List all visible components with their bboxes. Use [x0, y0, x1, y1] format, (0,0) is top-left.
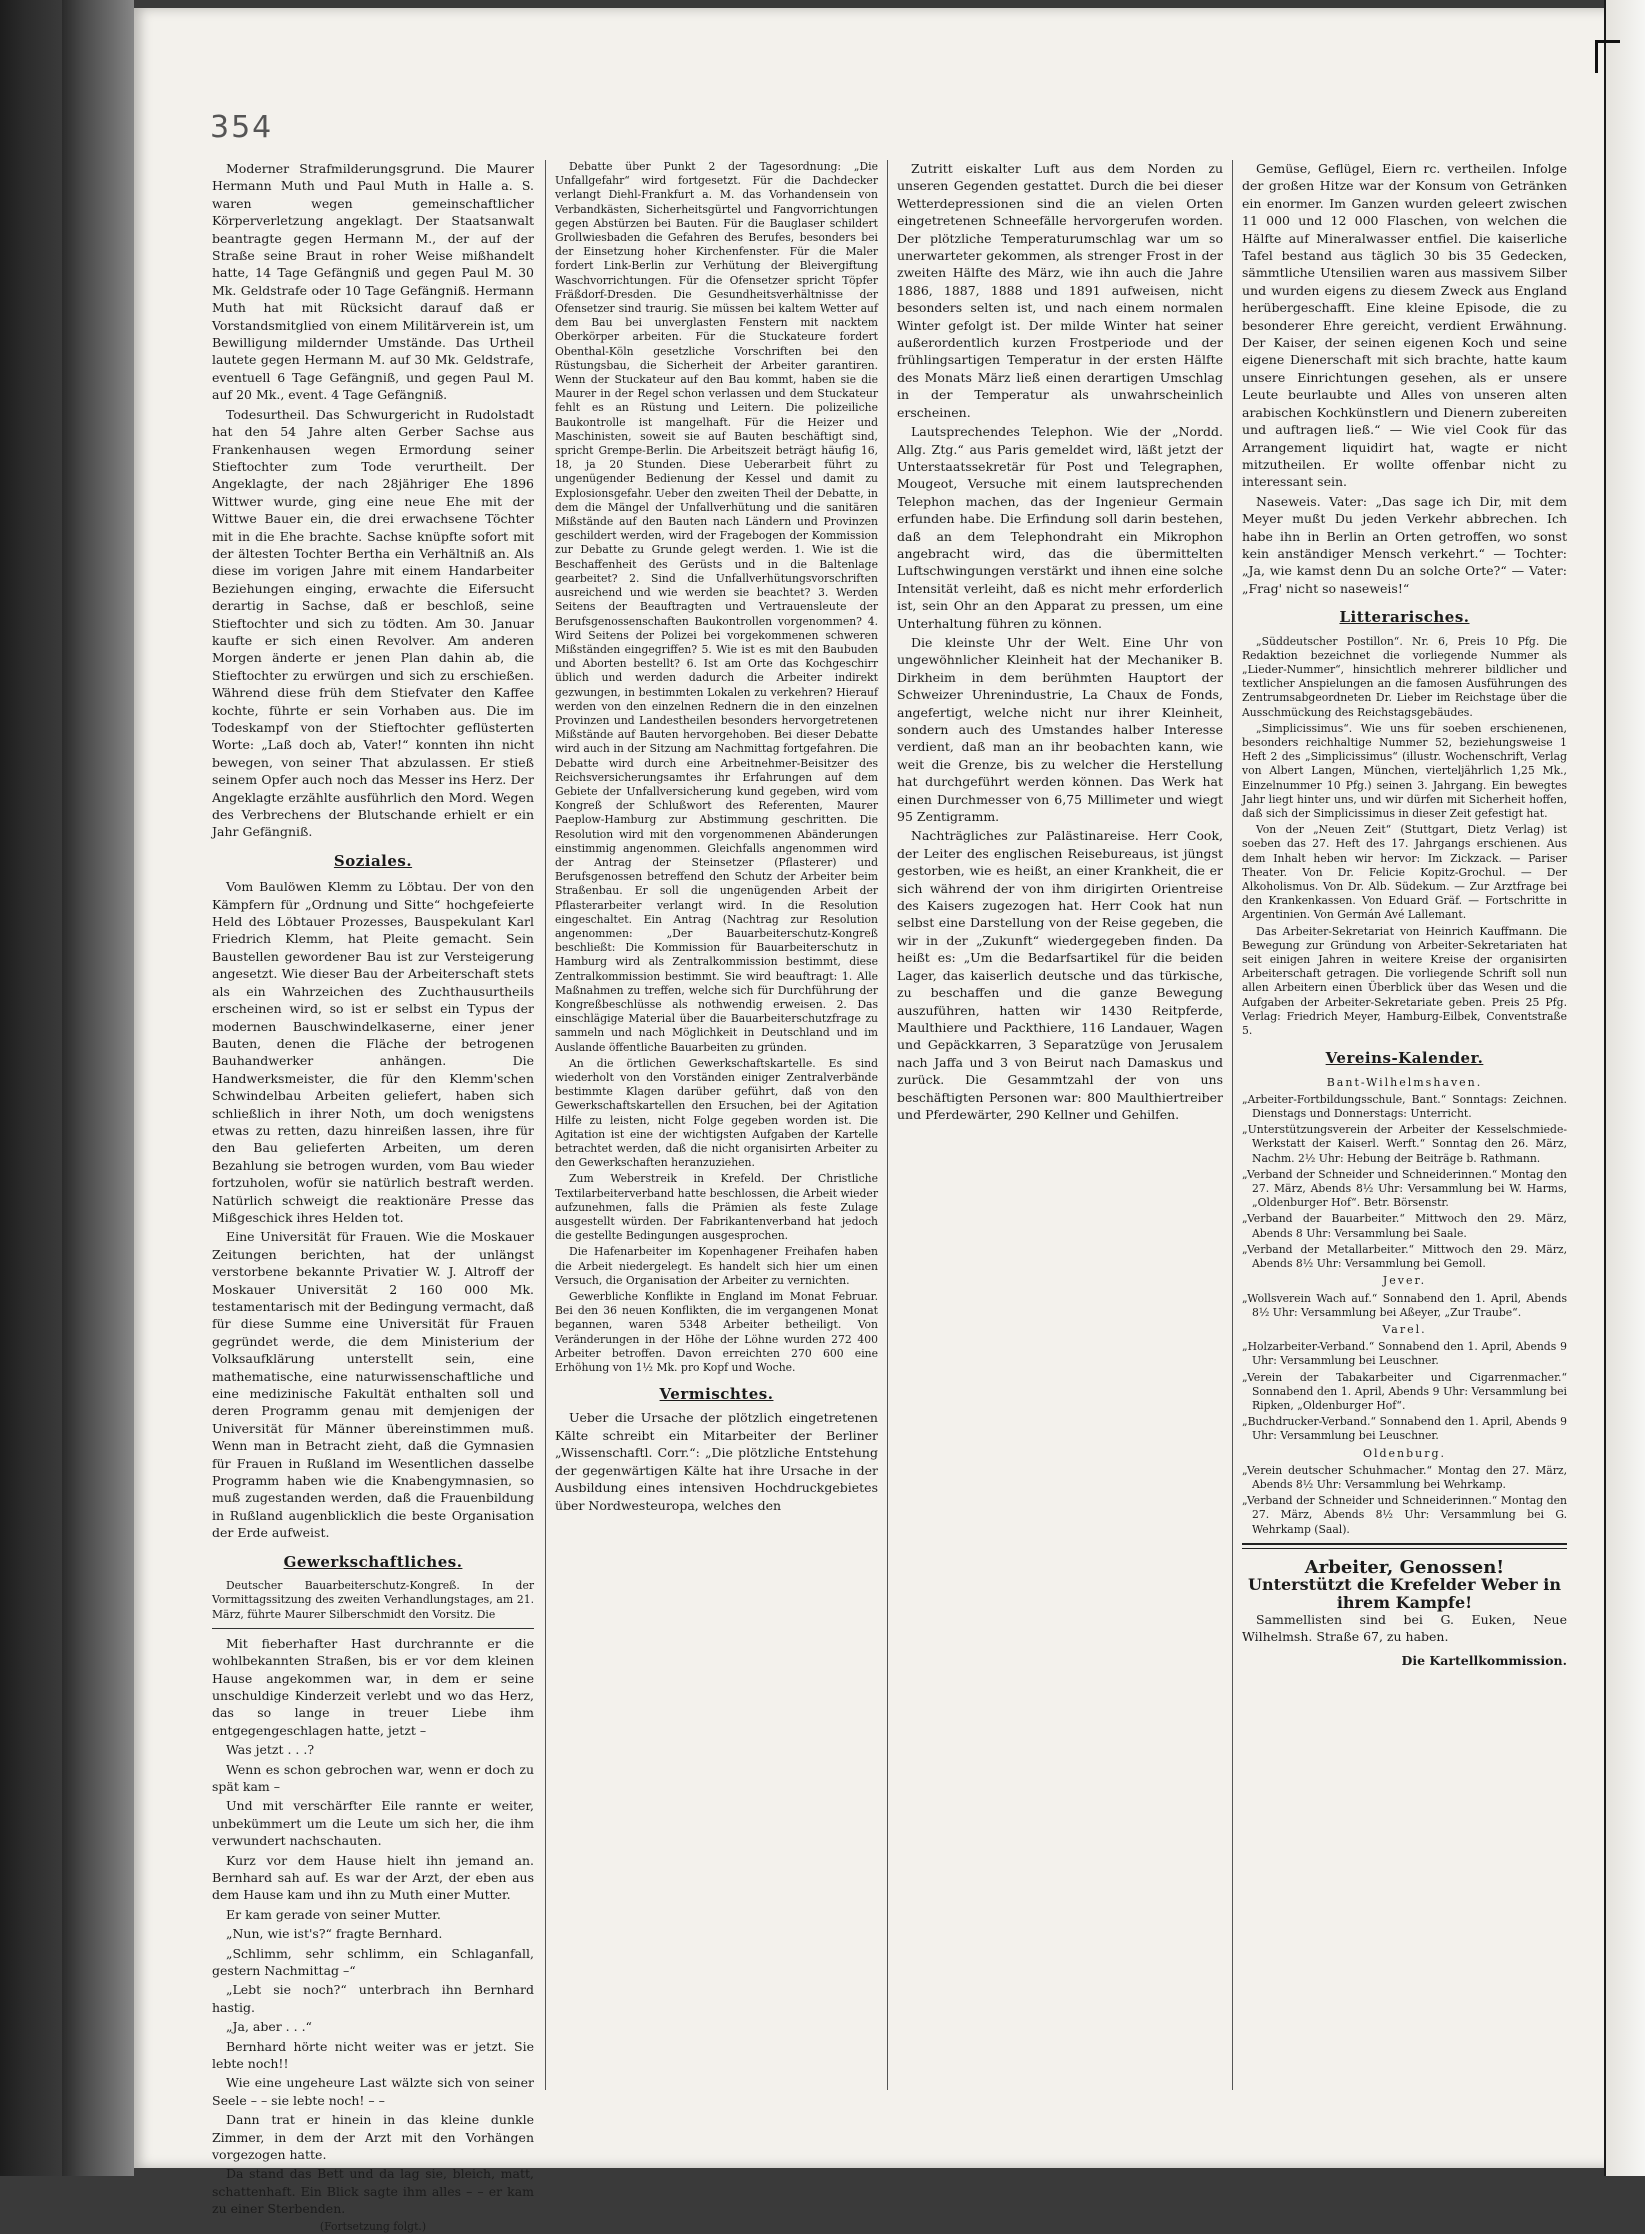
literature-paragraph: „Simplicissimus“. Wie uns für soeben erschienenen, besonders reichhaltige Nummer 52, beziehungsweise 1 Heft 2 des „Simplicissimus“ (illustr. Wochenschrift, Verlag von Albert Langen, München, vierteljährlich 1,25 Mk., Einzelnummer 10 Pfg.) seinen 3. Jahrgang. Ein bewegtes Jahr liegt hinter uns, und wir dürfen mit Sicherheit hoffen, daß sich der Simplicissimus in dieser Zeit gefestigt hat.	[1242, 721, 1567, 820]
col1-soziales-articles	[212, 878, 534, 1541]
feuilleton-paragraph: Bernhard hörte nicht weiter was er jetzt. Sie lebte noch!!	[212, 2038, 534, 2072]
feuilleton-paragraph: „Lebt sie noch?“ unterbrach ihn Bernhard hastig.	[212, 1982, 534, 2015]
article-paragraph: Gemüse, Geflügel, Eiern rc. vertheilen. Infolge der großen Hitze war der Konsum von Getränken ein enormer. Im Ganzen wurden geleert zwischen 11 000 und 12 000 Flaschen, von welchen die Hälfte auf Mineralwasser entfiel. Die kaiserliche Tafel bestand aus täglich 30 bis 35 Gedecken, sämmtliche Utensilien waren aus massivem Silber und wurden eigens zu diesem Zweck aus England herübergeschafft. Eine kleine Episode, die zu besonderer Ehre gereicht, verdient Erwähnung. Der Kaiser, der seinen eigenen Koch und seine eigene Dienerschaft mit sich brachte, hatte kaum unsere Einrichtungen gesehen, als er unsere Leute beurlaubte und Alles von unseren alten arabischen Kochkünstlern und Dienern zubereiten und auftragen ließ.“ — Wie viel Cook für das Arrangement liquidirt hat, wagte er nicht mitzutheilen. Er wollte offenbar nicht zu interessant sein.	[1242, 161, 1567, 490]
registration-mark	[1595, 40, 1620, 73]
appeal-signature: Die Kartellkommission.	[1401, 1652, 1567, 1668]
literature-paragraph: Von der „Neuen Zeit“ (Stuttgart, Dietz Verlag) ist soeben das 27. Heft des 17. Jahrgangs erschienen. Aus dem Inhalt heben wir hervor: Im Zickzack. — Pariser Theater. Von Dr. Felicie Kopitz-Grochul. — Der Alkoholismus. Von Dr. Alb. Südekum. — Zur Arztfrage bei den Krankenkassen. Von Eduard Gräf. — Fortschritte in Argentinien. Von Germán Avé Lallemant.	[1242, 823, 1567, 922]
calendar-entry: „Holzarbeiter-Verband.“ Sonnabend den 1. April, Abends 9 Uhr: Versammlung bei Leuschner.	[1242, 1340, 1567, 1368]
calendar-location: Varel.	[1382, 1322, 1427, 1336]
column-rule	[887, 160, 888, 2090]
article-paragraph: An die örtlichen Gewerkschaftskartelle. Es sind wiederholt von den Vorständen einiger Zentralverbände bestimmte Klagen darüber geführt, daß von den Gewerkschaftskartellen den Ersuchen, bei der Agitation Hilfe zu leisten, nicht Folge gegeben worden ist. Die Agitation ist eine der wichtigsten Aufgaben der Kartelle betrachtet werden, daß die nicht organisirten Arbeiter zu den Gewerkschaften heranzuziehen.	[555, 1056, 878, 1170]
vereins-kalender	[1242, 1076, 1567, 1537]
appeal-divider	[1242, 1543, 1567, 1549]
article-paragraph: Debatte über Punkt 2 der Tagesordnung: „Die Unfallgefahr“ wird fortgesetzt. Für die Dachdecker verlangt Diehl-Frankfurt a. M. das Vorhandensein von Verbandkästen, Sicherheitsgürtel und Fangvorrichtungen gegen Abstürzen bei Bauten. Für die Bauglaser schildert Grollwiesbaden die Gefahren des Berufes, besonders bei der Einsetzung hoher Kirchenfenster. Für die Maler fordert Link-Berlin zur Verhütung der Bleivergiftung Waschvorrichtungen. Für die Ofensetzer spricht Töpfer Fräßdorf-Dresden. Die Gesundheitsverhältnisse der Ofensetzer sind traurig. Sie müssen bei kaltem Wetter auf dem Bau bei unverglasten Fenstern mit nacktem Oberkörper arbeiten. Für die Stuckateure fordert Obenthal-Köln gesetzliche Vorschriften bei den Rüstungsbau, die Sicherheit der Arbeiter garantiren. Wenn der Stuckateur auf den Bau kommt, haben sie die Maurer in der Regel schon verlassen und dem Stuckateur fehlt es an Rüstung und Leitern. Die polizeiliche Baukontrolle ist mangelhaft. Für die Heizer und Maschinisten, soweit sie auf Bauten beschäftigt sind, spricht Grempe-Berlin. Die Arbeitszeit beträgt häufig 16, 18, ja 20 Stunden. Diese Ueberarbeit führt zu ungenügender Bedienung der Kessel und damit zu Explosionsgefahr. Ueber den zweiten Theil der Debatte, in dem die Mängel der Unfallverhütung und die sanitären Mißstände auf den Bauten nach Ländern und Provinzen geschildert werden, wird der Fragebogen der Kommission zur Debatte zu Grunde gelegt werden. 1. Wie ist die Beschaffenheit des Gerüsts und in die Baltenlage gearbeitet? 2. Sind die Unfallverhütungsvorschriften ausreichend und wie werden sie beachtet? 3. Werden Seitens der Beauftragten und Vertrauensleute der Berufsgenossenschaften Baukontrollen vorgenommen? 4. Wird Seitens der Polizei bei vorgekommenen schweren Mißständen eingegriffen? 5. Wie ist es mit den Baubuden und Aborten bestellt? 6. Ist am Orte das Kochgeschirr üblich und werden dadurch die Arbeiter indirekt gezwungen, in bestimmten Lokalen zu verkehren? Hierauf werden von den einzelnen Rednern die in den einzelnen Provinzen und Landestheilen besonders hervorgetretenen Mißstände auf Bauten hervorgehoben. Bei dieser Debatte wird auch in der Sitzung am Nachmittag fortgefahren. Die Debatte wird durch eine Arbeitnehmer-Beisitzer des Reichsversicherungsamtes ihr Erfahrungen auf dem Gebiete der Unfallversicherung kund gegeben, wird vom Kongreß der Schlußwort des Referenten, Maurer Paeplow-Hamburg zur Abstimmung geschritten. Die Resolution wird mit den vorgenommenen Abänderungen einstimmig angenommen. Gleichfalls angenommen wird der Antrag der Steinsetzer (Pflasterer) und Berufsgenossen betreffend den Schutz der Arbeiter beim Straßenbau. Er soll die ungenügenden Arbeit der Pflasterarbeiter verlangt wird. In die Resolution eingeschaltet. Ein Antrag (Nachtrag zur Resolution angenommen: „Der Bauarbeiterschutz-Kongreß beschließt: Die Kommission für Bauarbeiterschutz in Hamburg wird als Zentralkommission bestimmt, diese Zentralkommission bestimmt. Sie wird beauftragt: 1. Alle Maßnahmen zu treffen, welche sich für Durchführung der Kongreßbeschlüsse als nothwendig erweisen. 2. Das einschlägige Material über die Bauarbeiterschutzfrage zu sammeln und nach Möglichkeit in Deutschland und im Auslande öffentliche Bauarbeiten zu gründen.	[555, 160, 878, 1054]
col4-top-articles	[1242, 160, 1567, 597]
vermischtes-paragraph: Ueber die Ursache der plötzlich eingetretenen Kälte schreibt ein Mitarbeiter der Berliner „Wissenschaftl. Corr.“: „Die plötzliche Entstehung der gegenwärtigen Kälte hat ihre Ursache in der Ausbildung eines intensiven Hochdruckgebietes über Nordwesteuropa, welches den	[555, 1410, 878, 1513]
col1-top-articles	[212, 160, 534, 841]
col3-articles	[897, 160, 1223, 1123]
heading-gewerkschaftliches: Gewerkschaftliches.	[283, 1552, 463, 1571]
article-paragraph: Die kleinste Uhr der Welt. Eine Uhr von ungewöhnlicher Kleinheit hat der Mechaniker B. Dirkheim in dem berühmten Hauptort der Schweizer Uhrenindustrie, La Chaux de Fonds, angefertigt, welche nicht nur ihrer Kleinheit, sondern auch des Umstandes halber Interesse verdient, daß man an ihr beobachten kann, wie weit die Grenze, bis zu welcher die Herstellung hat durchgeführt werden können. Das Werk hat einen Durchmesser von 6,75 Millimeter und wiegt 95 Zentigramm.	[897, 634, 1223, 825]
heading-litterarisches: Litterarisches.	[1339, 608, 1470, 627]
calendar-entry: „Verein der Tabakarbeiter und Cigarrenmacher.“ Sonnabend den 1. April, Abends 9 Uhr: Versammlung bei Ripken, „Oldenburger Hof“.	[1242, 1370, 1567, 1412]
feuilleton-paragraph: Wenn es schon gebrochen war, wenn er doch zu spät kam –	[212, 1761, 534, 1794]
calendar-entry: „Buchdrucker-Verband.“ Sonnabend den 1. April, Abends 9 Uhr: Versammlung bei Leuschner.	[1242, 1415, 1567, 1443]
feuilleton-paragraph: Er kam gerade von seiner Mutter.	[226, 1906, 441, 1922]
calendar-entry: „Verband der Metallarbeiter.“ Mittwoch den 29. März, Abends 8½ Uhr: Versammlung bei Gemoll.	[1242, 1242, 1567, 1271]
continuation-note: (Fortsetzung folgt.)	[319, 2219, 427, 2233]
col4-literature-notes	[1242, 635, 1567, 1039]
literature-paragraph: Das Arbeiter-Sekretariat von Heinrich Kauffmann. Die Bewegung zur Gründung von Arbeiter-Sekretariaten hat seit einigen Jahren in weitere Kreise der organisirten Arbeiterschaft getragen. Die vorliegende Schrift soll nun allen Arbeitern einen Überblick über das Wesen und die Aufgaben der Arbeiter-Sekretariate geben. Preis 25 Pfg. Verlag: Friedrich Meyer, Hamburg-Eilbek, Conventstraße 5.	[1242, 924, 1567, 1038]
feuilleton-paragraph: „Ja, aber . . .“	[226, 2019, 312, 2035]
feuilleton-paragraph: Was jetzt . . .?	[226, 1742, 315, 1758]
feuilleton-paragraph: Kurz vor dem Hause hielt ihn jemand an. Bernhard sah auf. Es war der Arzt, der eben aus dem Hause kam und ihn zu Muth einer Mutter.	[212, 1852, 534, 1903]
calendar-entry: „Unterstützungsverein der Arbeiter der Kesselschmiede-Werkstatt der Kaiserl. Werft.“ Sonntag den 26. März, Nachm. 2½ Uhr: Hebung der Beiträge b. Rathmann.	[1242, 1123, 1567, 1165]
gewerkschaft-paragraph: Deutscher Bauarbeiterschutz-Kongreß. In der Vormittagssitzung des zweiten Verhandlungstages, am 21. März, führte Maurer Silberschmidt den Vorsitz. Die	[212, 1579, 534, 1621]
feuilleton-divider	[212, 1628, 534, 1629]
heading-soziales: Soziales.	[333, 851, 413, 870]
right-page-edge	[1604, 0, 1645, 2176]
feuilleton-paragraph: Da stand das Bett und da lag sie, bleich, matt, schattenhaft. Ein Blick sagte ihm alles – – er kam zu einer Sterbenden.	[212, 2166, 534, 2217]
page-stack-edge	[62, 0, 134, 2176]
feuilleton-paragraph: Und mit verschärfter Eile rannte er weiter, unbekümmert um die Leute um sich her, die ihm verwundert nachschauten.	[212, 1798, 534, 1849]
article-paragraph: Moderner Strafmilderungsgrund. Die Maurer Hermann Muth und Paul Muth in Halle a. S. waren wegen gemeinschaftlicher Körperverletzung angeklagt. Der Staatsanwalt beantragte gegen Hermann M., der auf der Straße seine Braut in roher Weise mißhandelt hatte, 14 Tage Gefängniß und gegen Paul M. 30 Mk. Geldstrafe oder 10 Tage Gefängniß. Hermann Muth hat mit Rücksicht darauf daß er Vorstandsmitglied von einem Militärverein ist, um Bewilligung mildernder Umstände. Das Urtheil lautete gegen Hermann M. auf 30 Mk. Geldstrafe, eventuell 6 Tage Gefängniß, und gegen Paul M. auf 20 Mk., event. 4 Tage Gefängniß.	[212, 161, 534, 403]
column-3	[897, 160, 1223, 2120]
feuilleton-paragraph: „Nun, wie ist's?“ fragte Bernhard.	[226, 1926, 443, 1942]
heading-vermischtes: Vermischtes.	[659, 1385, 774, 1404]
article-paragraph: Zum Weberstreik in Krefeld. Der Christliche Textilarbeiterverband hatte beschlossen, die Arbeit wieder aufzunehmen, falls die Prämien als feste Zulage ausgestellt würden. Der Fabrikantenverband hat jedoch die gestellte Bedingungen ausgesprochen.	[555, 1172, 878, 1243]
article-paragraph: Gewerbliche Konflikte in England im Monat Februar. Bei den 36 neuen Konflikten, die im vergangenen Monat begannen, waren 5348 Arbeiter betheiligt. Von Veränderungen in der Höhe der Löhne wurden 272 400 Arbeiter betroffen. Davon erreichten 270 600 eine Erhöhung von 1½ Mk. pro Kopf und Woche.	[555, 1290, 878, 1375]
literature-paragraph: „Süddeutscher Postillon“. Nr. 6, Preis 10 Pfg. Die Redaktion bezeichnet die vorliegende Nummer als „Lieder-Nummer“, hinsichtlich mehrerer bildlicher und textlicher Anspielungen an die famosen Ausführungen des Zentrumsabgeordneten Dr. Lieber im Reichstage über die Ausschmückung des Reichstagsgebäudes.	[1242, 634, 1567, 719]
article-paragraph: Die Hafenarbeiter im Kopenhagener Freihafen haben die Arbeit niedergelegt. Es handelt sich hier um einen Versuch, die Organisation der Arbeiter zu vernichten.	[555, 1245, 878, 1287]
column-1	[212, 160, 534, 2233]
appeal-headline: Arbeiter, Genossen!	[1304, 1556, 1505, 1578]
calendar-entry: „Verband der Schneider und Schneiderinnen.“ Montag den 27. März, Abends 8½ Uhr: Versammlung bei G. Wehrkamp (Saal).	[1242, 1494, 1567, 1536]
calendar-entry: „Arbeiter-Fortbildungsschule, Bant.“ Sonntags: Zeichnen. Dienstags und Donnerstags: Unterricht.	[1242, 1092, 1567, 1121]
article-paragraph: Lautsprechendes Telephon. Wie der „Nordd. Allg. Ztg.“ aus Paris gemeldet wird, läßt jetzt der Unterstaatssekretär für Post und Telegraphen, Mougeot, Versuche mit einem lautsprechenden Telephon machen, das der Ingenieur Germain erfunden habe. Die Erfindung soll darin bestehen, daß an dem Telephondraht ein Mikrophon angebracht wird, das die übermittelten Luftschwingungen verstärkt und ihnen eine solche Intensität verleiht, daß es nicht mehr erforderlich ist, sein Ohr an den Apparat zu pressen, um eine Unterhaltung führen zu können.	[897, 424, 1223, 631]
calendar-location: Oldenburg.	[1362, 1446, 1447, 1460]
article-paragraph: Nachträgliches zur Palästinareise. Herr Cook, der Leiter des englischen Reisebureaus, ist jüngst gestorben, wie es heißt, an einer Krankheit, die er sich während der von ihm dirigirten Orientreise des Kaisers zugezogen hat. Herr Cook hat nun selbst eine Darstellung von der Reise gegeben, die wir in der „Zukunft“ wiedergegeben finden. Da heißt es: „Um die Bedarfsartikel für die beiden Lager, das kaiserlich deutsche und das türkische, zu beschaffen und die ganze Bewegung auszuführen, hatten wir 1430 Reitpferde, Maulthiere und Packthiere, 116 Landauer, Wagen und Gepäckkarren, 3 Separatzüge von Jerusalem nach Jaffa und 3 von Beirut nach Damaskus und zurück. Die Gesammtzahl der von uns beschäftigten Personen war: 800 Maulthiertreiber und Pferdewärter, 290 Kellner und Gehilfen.	[897, 828, 1223, 1122]
feuilleton-paragraph: Dann trat er hinein in das kleine dunkle Zimmer, in dem der Arzt mit den Vorhängen vorgezogen hatte.	[212, 2112, 534, 2163]
feuilleton-paragraph: Mit fieberhafter Hast durchrannte er die wohlbekannten Straßen, bis er vor dem kleinen Hause angekommen war, in dem er seine unschuldige Kinderzeit verlebt und wo das Herz, das so lange in treuer Liebe ihm entgegengeschlagen hatte, jetzt –	[212, 1635, 534, 1738]
page-number: 354	[210, 110, 274, 145]
heading-vereins-kalender: Vereins-Kalender.	[1325, 1049, 1484, 1068]
appeal-subheadline: Unterstützt die Krefelder Weber in ihrem Kampfe!	[1247, 1575, 1561, 1612]
calendar-entry: „Wollsverein Wach auf.“ Sonnabend den 1. April, Abends 8½ Uhr: Versammlung bei Aßeyer, „Zur Traube“.	[1242, 1291, 1567, 1319]
feuilleton-paragraph: „Schlimm, sehr schlimm, ein Schlaganfall, gestern Nachmittag –“	[212, 1945, 534, 1979]
calendar-entry: „Verband der Schneider und Schneiderinnen.“ Montag den 27. März, Abends 8½ Uhr: Versammlung bei W. Harms, „Oldenburger Hof“. Betr. Börsenstr.	[1242, 1167, 1567, 1210]
article-paragraph: Eine Universität für Frauen. Wie die Moskauer Zeitungen berichten, hat der unlängst verstorbene bekannte Privatier W. J. Altroff der Moskauer Universität 2 160 000 Mk. testamentarisch mit der Bedingung vermacht, daß für diese Summe eine Universität für Frauen gegründet werde, die dem Ministerium der Volksaufklärung unterstellt sein, eine mathematische, eine naturwissenschaftliche und eine medizinische Fakultät enthalten soll und deren Programm genau mit demjenigen der Universität für Männer übereinstimmen muß. Wenn man in Betracht zieht, daß die Gymnasien für Frauen in Rußland im Wesentlichen dasselbe Programm haben wie die Knabengymnasien, so muß zugestanden werden, daß die Frauenbildung in Rußland augenblicklich die beste Organisation der Erde aufweist.	[212, 1229, 534, 1541]
article-paragraph: Vom Baulöwen Klemm zu Löbtau. Der von den Kämpfern für „Ordnung und Sitte“ hochgefeierte Held des Löbtauer Prozesses, Bauspekulant Karl Friedrich Klemm, hat Pleite gemacht. Sein Baustellen gewordener Bau ist zur Versteigerung angesetzt. Wie dieser Bau der Arbeiterschaft stets als ein Wahrzeichen des Zuchthausurtheils erscheinen wird, so ist er selbst ein Typus der modernen Bauschwindelkaserne, einer jener Bauten, denen die Fläche der betrogenen Bauhandwerker anhängen. Die Handwerksmeister, die für den Klemm'schen Schwindelbau Arbeiten geliefert, haben sich schließlich in ihrer Noth, um doch wenigstens etwas zu retten, dazu hinreißen lassen, ihre für den Bau gelieferten Arbeiten, um deren Bezahlung sie betrogen wurden, vom Bau wieder fortzuholen, wofür sie natürlich bestraft werden. Natürlich schweigt die reaktionäre Presse das Mißgeschick ihres Helden tot.	[212, 879, 534, 1225]
calendar-entry: „Verein deutscher Schuhmacher.“ Montag den 27. März, Abends 8½ Uhr: Versammlung bei Wehrkamp.	[1242, 1463, 1567, 1491]
col2-articles	[555, 160, 878, 1375]
article-paragraph: Zutritt eiskalter Luft aus dem Norden zu unseren Gegenden gestattet. Durch die bei dieser Wetterdepressionen sind die an vielen Orten eingetretenen Schneefälle hervorgerufen worden. Der plötzliche Temperaturumschlag war um so unerwarteter gekommen, als strenger Frost in der zweiten Hälfte des März, wie ihn auch die Jahre 1886, 1887, 1888 und 1891 aufweisen, nicht besonders selten ist, und nach einem normalen Winter gefolgt ist. Der milde Winter hat seiner außerordentlich kurzen Frostperiode und der frühlingsartigen Temperatur in der ersten Hälfte des Monats März ließ einen derartigen Umschlag in der Temperatur als unwahrscheinlich erscheinen.	[897, 161, 1223, 420]
feuilleton	[212, 1635, 534, 2218]
column-rule	[1232, 160, 1233, 2090]
feuilleton-paragraph: Wie eine ungeheure Last wälzte sich von seiner Seele – – sie lebte noch! – –	[212, 2075, 534, 2108]
book-binding	[0, 0, 62, 2176]
appeal-text: Sammellisten sind bei G. Euken, Neue Wilhelmsh. Straße 67, zu haben.	[1242, 1611, 1567, 1645]
article-paragraph: Todesurtheil. Das Schwurgericht in Rudolstadt hat den 54 Jahre alten Gerber Sachse aus Frankenhausen wegen Ermordung seiner Stieftochter zum Tode verurtheilt. Der Angeklagte, der nach 28jähriger Ehe 1896 Wittwer wurde, ging eine neue Ehe mit der Wittwe Bauer ein, die drei erwachsene Töchter mit in die Ehe brachte. Sachse knüpfte sofort mit der ältesten Tochter Bertha ein Verhältniß an. Als diese im vorigen Jahre mit einem Handarbeiter Beziehungen einging, erwachte die Eifersucht derartig in Sachse, daß er beschloß, seine Stieftochter und sich zu tödten. Am 30. Januar kaufte er sich einen Revolver. Am anderen Morgen änderte er jenen Plan dahin ab, die Stieftochter zu erwürgen und sich zu erschießen. Während diese früh dem Stiefvater den Kaffee kochte, führte er sein Vorhaben aus. Die im Todeskampf von der Stieftochter geflüsterten Worte: „Laß doch ab, Vater!“ konnten ihn nicht bewegen, von seiner That abzulassen. Er stieß seinem Opfer auch noch das Messer ins Herz. Der Angeklagte erzählte ausführlich den Mord. Wegen des Verbrechens der Blutschande erhielt er ein Jahr Gefängniß.	[212, 406, 534, 840]
article-paragraph: Naseweis. Vater: „Das sage ich Dir, mit dem Meyer mußt Du jeden Verkehr abbrechen. Ich habe ihn in Berlin an Orten getroffen, wo sonst kein anständiger Mensch verkehrt.“ — Tochter: „Ja, wie kamst denn Du an solche Orte?“ — Vater: „Frag' nicht so naseweis!“	[1242, 493, 1567, 596]
calendar-entry: „Verband der Bauarbeiter.“ Mittwoch den 29. März, Abends 8 Uhr: Versammlung bei Saale.	[1242, 1212, 1567, 1240]
calendar-location: Bant-Wilhelmshaven.	[1326, 1075, 1483, 1089]
column-4	[1242, 160, 1567, 2120]
calendar-location: Jever.	[1382, 1274, 1427, 1288]
column-rule	[545, 160, 546, 2090]
column-2	[555, 160, 878, 2120]
